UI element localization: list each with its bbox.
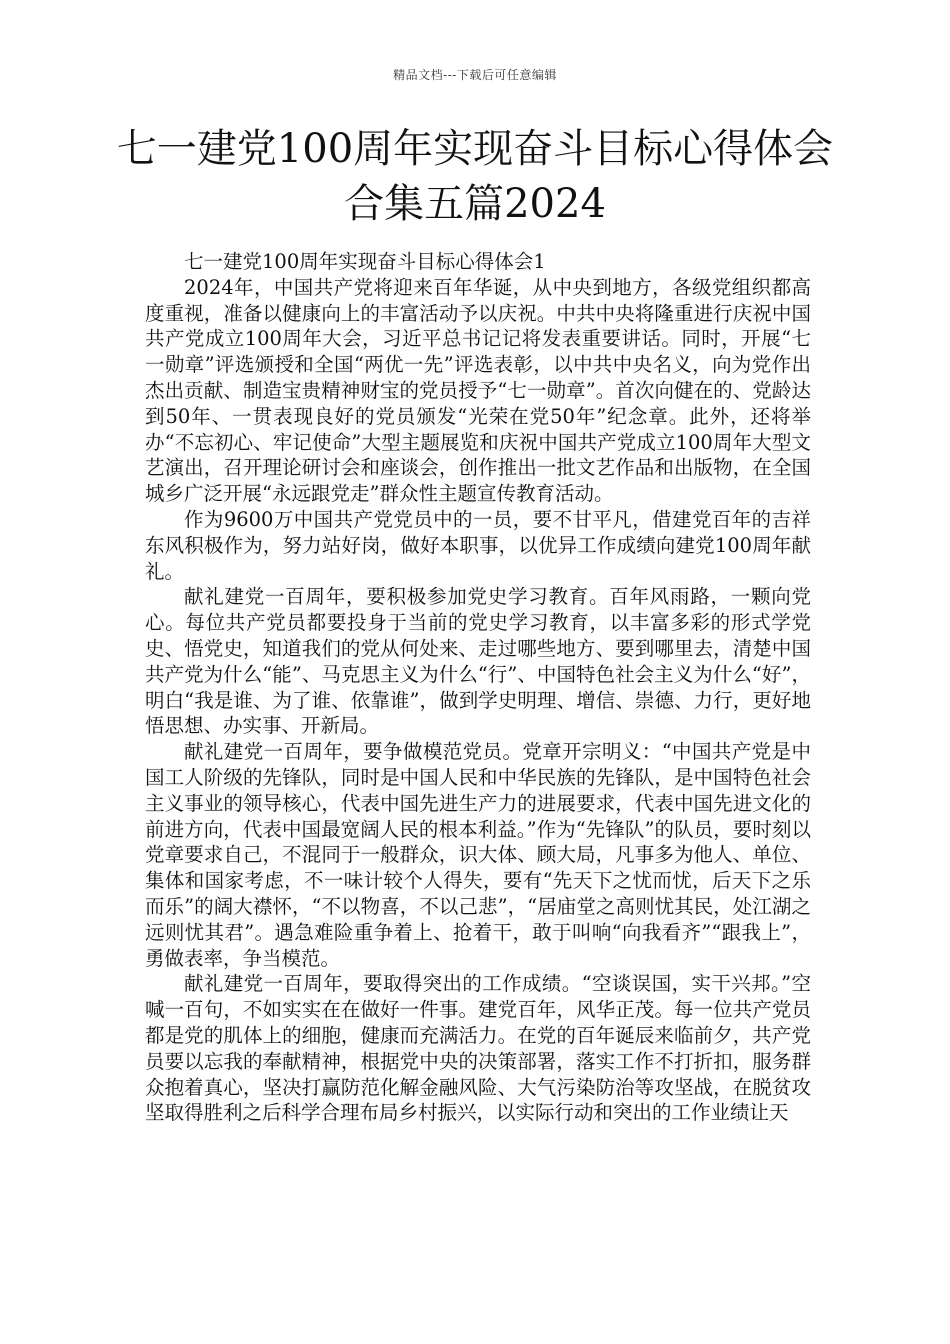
body-paragraph: 献礼建党一百周年，要取得突出的工作成绩。“空谈误国，实干兴邦。”空喊一百句，不如实实在在做好一件事。建党百年，风华正茂。每一位共产党员都是党的肌体上的细胞，健康而充满活力。在党的百年诞辰来临前夕，共产党员要以忘我的奉献精神，根据党中央的决策部署，落实工作不打折扣，服务群众抱着真心，坚决打赢防范化解金融风险、大气污染防治等攻坚战，在脱贫攻坚取得胜利之后科学合理布局乡村振兴，以实际行动和突出的工作业绩让天	[145, 972, 811, 1125]
title-line-1: 七一建党100周年实现奋斗目标心得体会	[116, 126, 834, 172]
document-body	[145, 249, 811, 1126]
title-line-2: 合集五篇2024	[344, 181, 606, 227]
body-paragraph: 2024年，中国共产党将迎来百年华诞，从中央到地方，各级党组织都高度重视，准备以健康向上的丰富活动予以庆祝。中共中央将隆重进行庆祝中国共产党成立100周年大会，习近平总书记记将发表重要讲话。同时，开展“七一勋章”评选颁授和全国“两优一先”评选表彰，以中共中央名义，向为党作出杰出贡献、制造宝贵精神财宝的党员授予“七一勋章”。首次向健在的、党龄达到50年、一贯表现良好的党员颁发“光荣在党50年”纪念章。此外，还将举办“不忘初心、牢记使命”大型主题展览和庆祝中国共产党成立100周年大型文艺演出，召开理论研讨会和座谈会，创作推出一批文艺作品和出版物，在全国城乡广泛开展“永远跟党走”群众性主题宣传教育活动。	[145, 275, 811, 506]
body-paragraph: 作为9600万中国共产党党员中的一员，要不甘平凡，借建党百年的吉祥东风积极作为，努力站好岗，做好本职事，以优异工作成绩向建党100周年献礼。	[145, 507, 811, 583]
body-paragraph: 献礼建党一百周年，要争做模范党员。党章开宗明义：“中国共产党是中国工人阶级的先锋队，同时是中国人民和中华民族的先锋队，是中国特色社会主义事业的领导核心，代表中国先进生产力的进展要求，代表中国先进文化的前进方向，代表中国最宽阔人民的根本利益。”作为“先锋队”的队员，要时刻以党章要求自己，不混同于一般群众，识大体、顾大局，凡事多为他人、单位、集体和国家考虑，不一味计较个人得失，要有“先天下之忧而忧，后天下之乐而乐”的阔大襟怀，“不以物喜，不以己悲”，“居庙堂之高则忧其民，处江湖之远则忧其君”。遇急难险重争着上、抢着干，敢于叫响“向我看齐”“跟我上”，勇做表率，争当模范。	[145, 740, 811, 970]
document-title	[60, 122, 890, 232]
body-paragraph: 献礼建党一百周年，要积极参加党史学习教育。百年风雨路，一颗向党心。每位共产党员都要投身于当前的党史学习教育，以丰富多彩的形式学党史、悟党史，知道我们的党从何处来、走过哪些地方、要到哪里去，清楚中国共产党为什么“能”、马克思主义为什么“行”、中国特色社会主义为什么“好”，明白“我是谁、为了谁、依靠谁”，做到学史明理、增信、崇德、力行，更好地悟思想、办实事、开新局。	[145, 585, 811, 738]
section-heading: 七一建党100周年实现奋斗目标心得体会1	[184, 250, 546, 273]
page-header-note: 精品文档---下载后可任意编辑	[393, 68, 557, 82]
